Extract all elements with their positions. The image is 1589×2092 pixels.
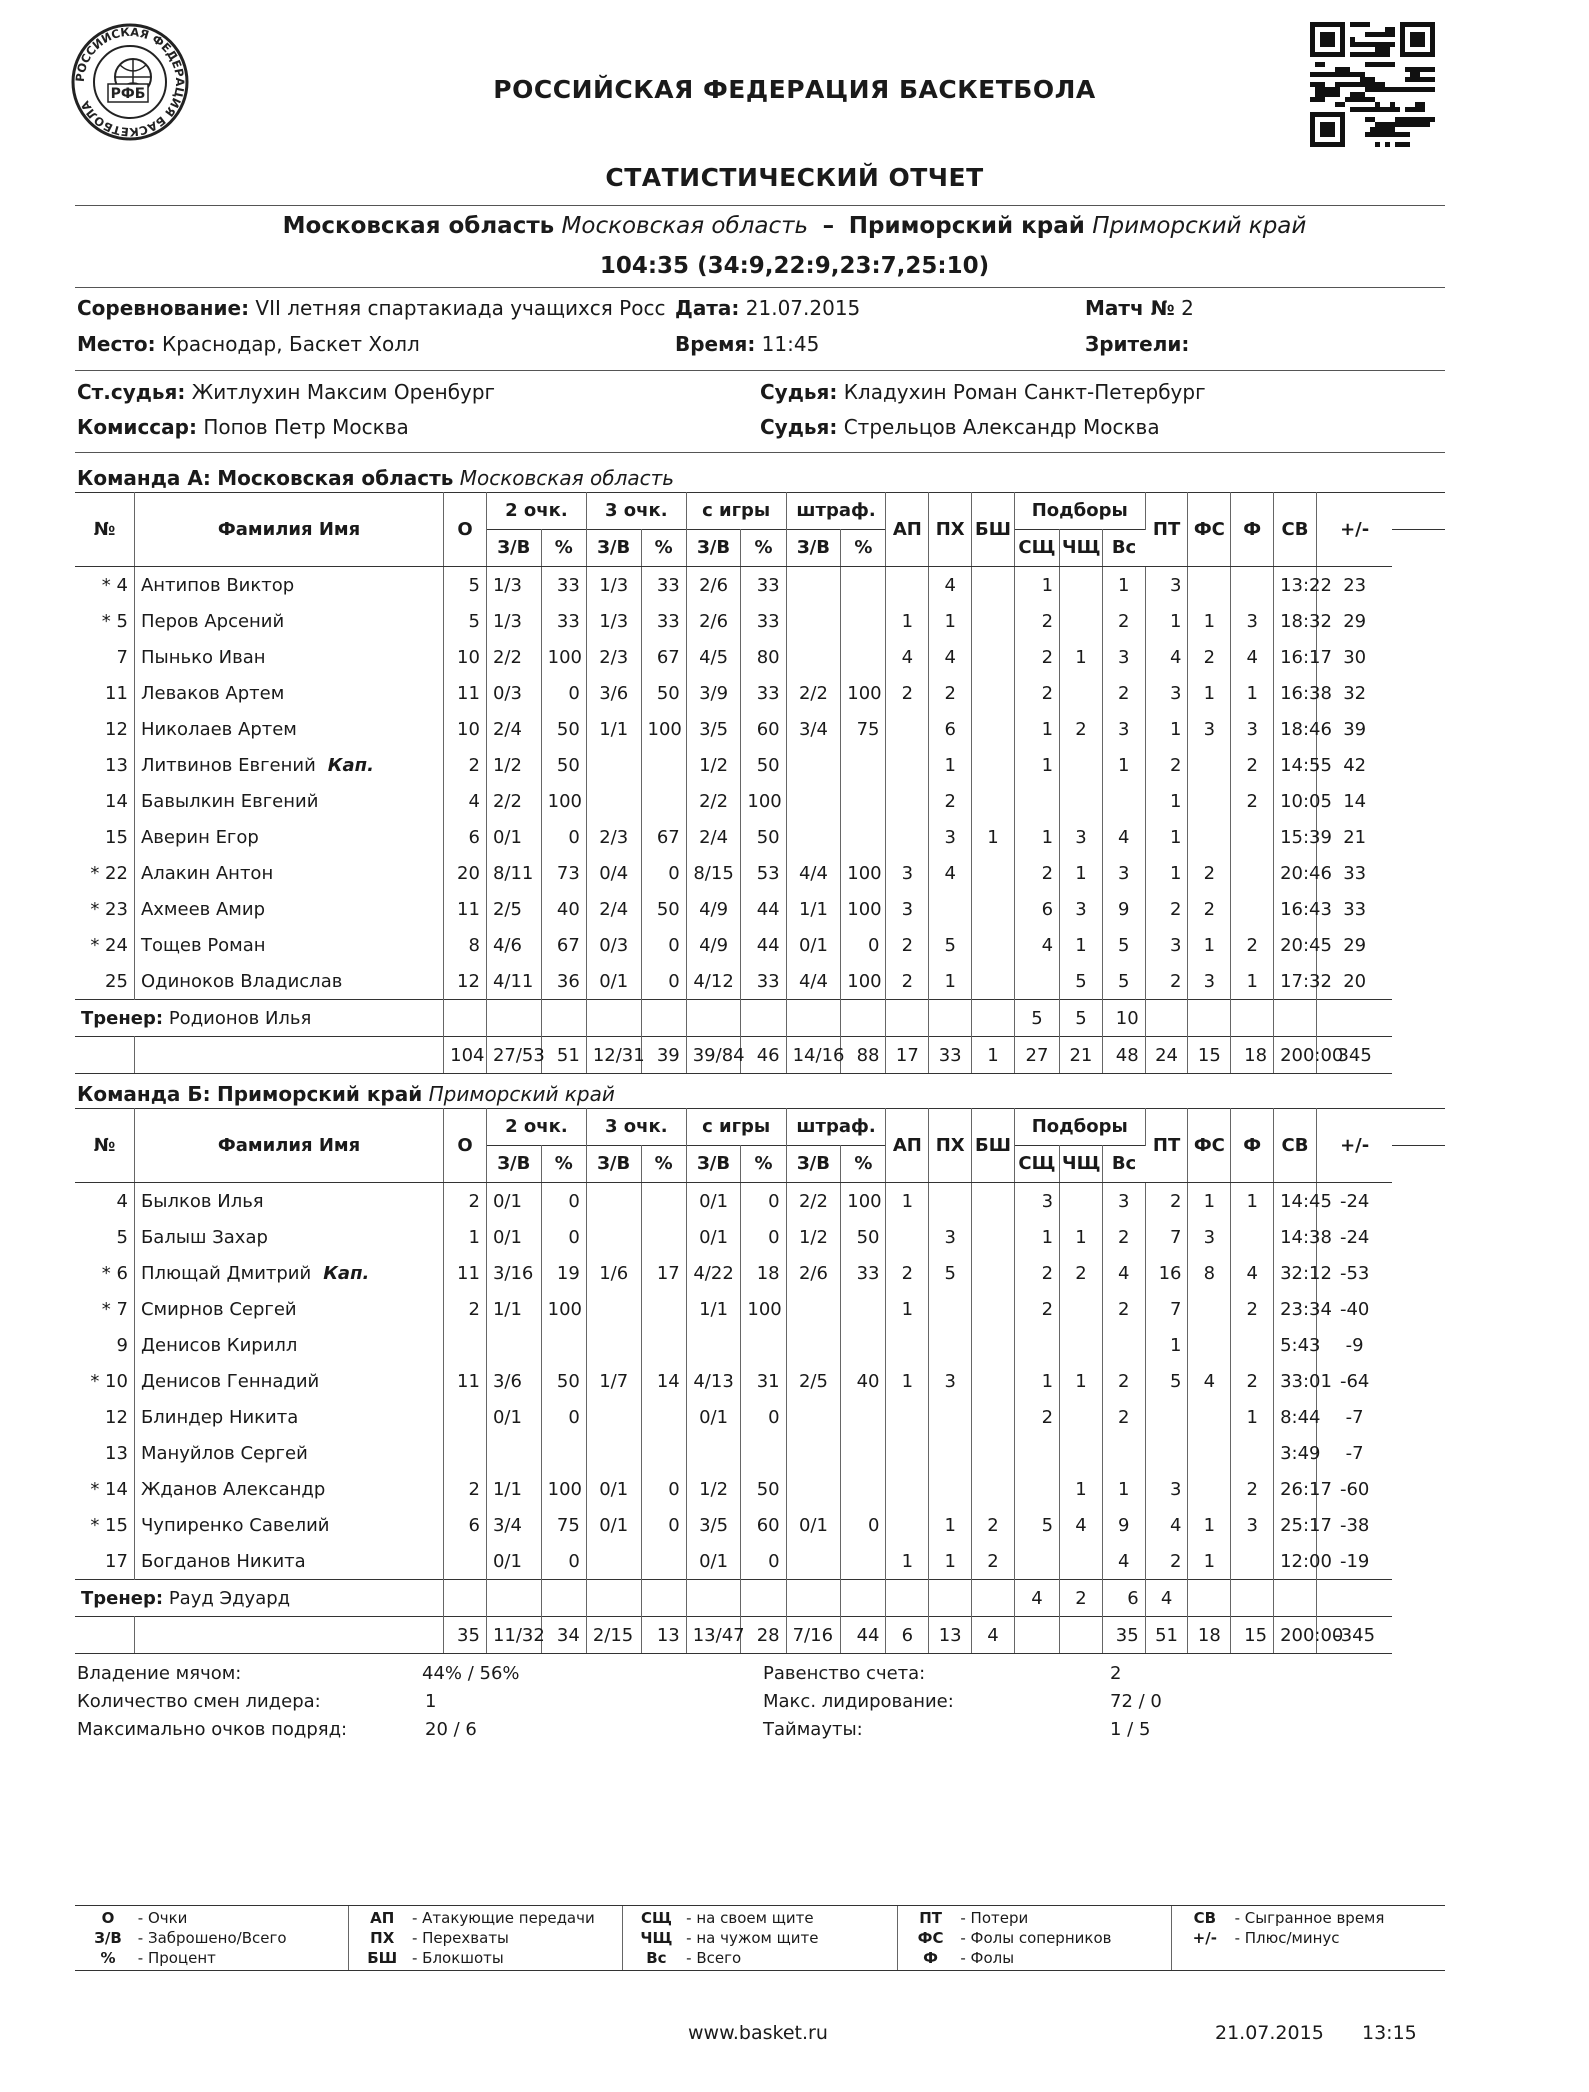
player-number: * 4: [75, 567, 134, 604]
player-row: * 14 Жданов Александр 2 1/1 100 0/1 0 1/2 50 1 1 3 2 26:17 -60: [75, 1471, 1445, 1507]
match-value: 2: [1181, 296, 1194, 320]
team-a-region: Московская область: [561, 213, 809, 239]
ref1-label: Судья:: [760, 380, 838, 404]
report-title: СТАТИСТИЧЕСКИЙ ОТЧЕТ: [605, 163, 984, 192]
ties-label: Равенство счета:: [763, 1663, 926, 1684]
col-min: СВ: [1274, 493, 1317, 567]
player-row: * 24 Тощев Роман 8 4/6 67 0/3 0 4/9 44 0/1 0 2 5 4 1 5 3 1 2 20:45 29: [75, 927, 1445, 963]
ref1-row: [760, 380, 1206, 404]
col-three: 3 очк.: [586, 493, 686, 530]
player-number: 7: [75, 639, 134, 675]
time-value: 11:45: [761, 332, 820, 356]
player-number: 9: [75, 1327, 134, 1363]
col-blk: БШ: [972, 493, 1015, 567]
abbreviations-legend: [75, 1905, 1445, 1971]
team-a-label: Команда А:: [77, 466, 211, 490]
footer-time: 13:15: [1362, 2022, 1417, 2044]
player-number: 25: [75, 963, 134, 1000]
chief-ref-label: Ст.судья:: [77, 380, 186, 404]
col-points: О: [444, 493, 487, 567]
col-ft: штраф.: [786, 493, 886, 530]
legend-column: АП - Атакующие передачи ПХ - Перехваты БШ - Блокшоты: [349, 1906, 623, 1970]
player-name: Алакин Антон: [134, 855, 443, 891]
player-name: Перов Арсений: [134, 603, 443, 639]
player-row: * 10 Денисов Геннадий 11 3/6 50 1/7 14 4/13 31 2/5 40 1 3 1 1 2 5 4 2 33:01 -64: [75, 1363, 1445, 1399]
footer-website: www.basket.ru: [688, 2022, 828, 2044]
svg-text:РФБ: РФБ: [110, 86, 146, 102]
col-pm: +/-: [1316, 1109, 1392, 1183]
player-row: 12 Николаев Артем 10 2/4 50 1/1 100 3/5 60 3/4 75 6 1 2 3 1 3 3 18:46 39: [75, 711, 1445, 747]
legend-column: О - Очки З/В - Заброшено/Всего % - Процент: [75, 1906, 349, 1970]
player-number: 11: [75, 675, 134, 711]
chief-ref-value: Житлухин Максим Оренбург: [191, 380, 496, 404]
team-a-name: Московская область: [282, 213, 555, 239]
player-name: Николаев Артем: [134, 711, 443, 747]
player-row: 5 Балыш Захар 1 0/1 0 0/1 0 1/2 50 3 1 1 2 7 3 14:38 -24: [75, 1219, 1445, 1255]
player-name: Чупиренко Савелий: [134, 1507, 443, 1543]
player-name: Денисов Геннадий: [134, 1363, 443, 1399]
competition-label: Соревнование:: [77, 296, 250, 320]
col-min: СВ: [1274, 1109, 1317, 1183]
team-b-title: Приморский край: [216, 1082, 423, 1106]
competition-value: VII летняя спартакиада учащихся Росс: [255, 296, 666, 320]
team-a-header: [77, 466, 674, 490]
player-row: 25 Одиноков Владислав 12 4/11 36 0/1 0 4/12 33 4/4 100 2 1 5 5 2 3 1 17:32 20: [75, 963, 1445, 1000]
player-row: * 7 Смирнов Сергей 2 1/1 100 1/1 100 1 2 2 7 2 23:34 -40: [75, 1291, 1445, 1327]
player-name: Ахмеев Амир: [134, 891, 443, 927]
player-row: * 23 Ахмеев Амир 11 2/5 40 2/4 50 4/9 44 1/1 100 3 6 3 9 2 2 16:43 33: [75, 891, 1445, 927]
legend-column: ПТ - Потери ФС - Фолы соперников Ф - Фолы: [898, 1906, 1172, 1970]
player-name: Литвинов Евгений Кап.: [134, 747, 443, 783]
player-number: * 14: [75, 1471, 134, 1507]
col-two: 2 очк.: [486, 493, 586, 530]
player-row: 12 Блиндер Никита 0/1 0 0/1 0 2 2 1 8:44 -7: [75, 1399, 1445, 1435]
player-number: * 10: [75, 1363, 134, 1399]
totals-row: 104 27/53 51 12/31 39 39/84 46 14/16 88 17 33 1 27 21 48 24 15 18 200:00 345: [75, 1037, 1445, 1074]
ref2-row: [760, 415, 1160, 439]
player-row: * 22 Алакин Антон 20 8/11 73 0/4 0 8/15 53 4/4 100 3 4 2 1 3 1 2 20:46 33: [75, 855, 1445, 891]
commissioner-label: Комиссар:: [77, 415, 197, 439]
player-number: 13: [75, 747, 134, 783]
match-number-row: [1085, 296, 1194, 320]
org-title: РОССИЙСКАЯ ФЕДЕРАЦИЯ БАСКЕТБОЛА: [493, 75, 1096, 104]
player-number: * 15: [75, 1507, 134, 1543]
player-name: Балыш Захар: [134, 1219, 443, 1255]
teams-dash: –: [822, 213, 835, 239]
col-blk: БШ: [972, 1109, 1015, 1183]
coach-row: Тренер: Родионов Илья 5 5 10: [75, 1000, 1445, 1037]
player-number: 17: [75, 1543, 134, 1580]
max-run-label: Максимально очков подряд:: [77, 1719, 348, 1740]
player-name: Былков Илья: [134, 1183, 443, 1220]
team-b-label: Команда Б:: [77, 1082, 211, 1106]
spectators-row: [1085, 332, 1189, 356]
player-row: 9 Денисов Кирилл 1 5:43 -9: [75, 1327, 1445, 1363]
player-row: 15 Аверин Егор 6 0/1 0 2/3 67 2/4 50 3 1 1 3 4 1 15:39 21: [75, 819, 1445, 855]
col-stl: ПХ: [929, 493, 972, 567]
player-name: Блиндер Никита: [134, 1399, 443, 1435]
player-row: 14 Бавылкин Евгений 4 2/2 100 2/2 100 2 1 2 10:05 14: [75, 783, 1445, 819]
player-number: * 5: [75, 603, 134, 639]
lead-changes-label: Количество смен лидера:: [77, 1691, 321, 1712]
possession-value: 44% / 56%: [422, 1663, 520, 1684]
player-name: Богданов Никита: [134, 1543, 443, 1580]
player-name: Антипов Виктор: [134, 567, 443, 604]
totals-row: 35 11/32 34 2/15 13 13/47 28 7/16 44 6 13 4 35 51 18 15 200:00 -345: [75, 1617, 1445, 1654]
lead-changes-value: 1: [425, 1691, 437, 1712]
col-stl: ПХ: [929, 1109, 972, 1183]
player-row: * 15 Чупиренко Савелий 6 3/4 75 0/1 0 3/5 60 0/1 0 1 2 5 4 9 4 1 3 25:17 -38: [75, 1507, 1445, 1543]
player-name: Одиноков Владислав: [134, 963, 443, 1000]
place-value: Краснодар, Баскет Холл: [162, 332, 420, 356]
col-to: ПТ: [1145, 493, 1188, 567]
player-name: Денисов Кирилл: [134, 1327, 443, 1363]
place-row: [77, 332, 420, 356]
col-pf: Ф: [1231, 1109, 1274, 1183]
player-row: * 6 Плющай Дмитрий Кап. 11 3/16 19 1/6 17 4/22 18 2/6 33 2 5 2 2 4 16 8 4 32:12 -53: [75, 1255, 1445, 1291]
col-fg: с игры: [686, 1109, 786, 1146]
player-number: 5: [75, 1219, 134, 1255]
player-name: Пынько Иван: [134, 639, 443, 675]
player-number: * 23: [75, 891, 134, 927]
ref1-value: Кладухин Роман Санкт-Петербург: [843, 380, 1206, 404]
col-fd: ФС: [1188, 1109, 1231, 1183]
team-a-subtitle: Московская область: [459, 466, 675, 490]
player-row: 4 Былков Илья 2 0/1 0 0/1 0 2/2 100 1 3 3 2 1 1 14:45 -24: [75, 1183, 1445, 1220]
max-lead-label: Макс. лидирование:: [763, 1691, 954, 1712]
col-two: 2 очк.: [486, 1109, 586, 1146]
final-score: 104:35 (34:9,22:9,23:7,25:10): [599, 253, 990, 279]
team-a-stats-table: № Фамилия Имя О 2 очк. 3 очк. с игры штраф. АП ПХ БШ Подборы ПТ ФС Ф СВ +/- З/В % З/В % З/В % З/В % СЩ ЧЩ Вс * 4 Антипов Виктор 5 1/3 33 1/3 33 2/6 33 4 1 1 3 13:22 23 * 5 Перов Арсений 5 1/3 33 1/3 33 2/6 33 1 1 2 2 1 1 3 18:32 29 7 Пынько Иван 10 2/2 100 2/3 67 4/5 80 4 4 2 1 3 4 2 4 16:17 30 11 Леваков Артем 11 0/3 0 3/6 50 3/9 33 2/2 100 2 2 2 2 3 1 1 16:38 32 12 Николаев Артем 10 2/4 50 1/1 100 3/5 60 3/4 75 6 1 2 3 1 3 3 18:46 39 13 Литвинов Евгений Кап. 2 1/2 50 1/2 50 1 1 1 2 2 14:55 42 14 Бавылкин Евгений 4 2/2 100 2/2 100 2 1 2 10:05 14 15 Аверин Егор 6 0/1 0 2/3 67 2/4 50 3 1 1 3 4 1 15:39 21 * 22 Алакин Антон 20 8/11 73 0/4 0 8/15 53 4/4 100 3 4 2 1 3 1 2 20:46 33 * 23 Ахмеев Амир 11 2/5 40 2/4 50 4/9 44 1/1 100 3 6 3 9 2 2 16:43 33 * 24 Тощев Роман 8 4/6 67 0/3 0 4/9 44 0/1 0 2 5 4 1 5 3 1 2 20:45 29 25 Одиноков Владислав 12 4/11 36 0/1 0 4/12 33 4/4 100 2 1 5 5 2 3 1 17:32 20 Тренер: Родионов Илья 5 5 10 104 27/53 51 12/31 39 39/84 46 14/16 88 17 33 1 27 21 48 24 15 18 200:00 345: [75, 492, 1445, 1074]
player-number: 12: [75, 711, 134, 747]
player-number: 15: [75, 819, 134, 855]
player-row: * 5 Перов Арсений 5 1/3 33 1/3 33 2/6 33 1 1 2 2 1 1 3 18:32 29: [75, 603, 1445, 639]
col-number: №: [75, 493, 134, 567]
col-ast: АП: [886, 493, 929, 567]
svg-text:РОССИЙСКАЯ ФЕДЕРАЦИЯ БАСКЕТБОЛ: РОССИЙСКАЯ ФЕДЕРАЦИЯ БАСКЕТБОЛА: [72, 24, 188, 140]
footer-date: 21.07.2015: [1215, 2022, 1324, 2044]
commissioner-row: [77, 415, 409, 439]
chief-ref-row: [77, 380, 495, 404]
player-number: * 22: [75, 855, 134, 891]
col-name: Фамилия Имя: [134, 493, 443, 567]
player-number: 14: [75, 783, 134, 819]
col-name: Фамилия Имя: [134, 1109, 443, 1183]
max-run-value: 20 / 6: [425, 1719, 477, 1740]
match-label: Матч №: [1085, 296, 1175, 320]
team-b-region: Приморский край: [1092, 213, 1307, 239]
player-number: 13: [75, 1435, 134, 1471]
player-name: Мануйлов Сергей: [134, 1435, 443, 1471]
date-value: 21.07.2015: [745, 296, 861, 320]
player-name: Жданов Александр: [134, 1471, 443, 1507]
player-number: 12: [75, 1399, 134, 1435]
player-name: Тощев Роман: [134, 927, 443, 963]
place-label: Место:: [77, 332, 156, 356]
col-fd: ФС: [1188, 493, 1231, 567]
player-name: Леваков Артем: [134, 675, 443, 711]
max-lead-value: 72 / 0: [1110, 1691, 1162, 1712]
spectators-label: Зрители:: [1085, 332, 1190, 356]
time-label: Время:: [675, 332, 756, 356]
col-ast: АП: [886, 1109, 929, 1183]
col-to: ПТ: [1145, 1109, 1188, 1183]
commissioner-value: Попов Петр Москва: [203, 415, 409, 439]
ref2-value: Стрельцов Александр Москва: [843, 415, 1160, 439]
col-ft: штраф.: [786, 1109, 886, 1146]
player-row: 13 Мануйлов Сергей 3:49 -7: [75, 1435, 1445, 1471]
player-name: Бавылкин Евгений: [134, 783, 443, 819]
timeouts-value: 1 / 5: [1110, 1719, 1151, 1740]
date-row: [675, 296, 860, 320]
player-name: Смирнов Сергей: [134, 1291, 443, 1327]
ref2-label: Судья:: [760, 415, 838, 439]
legend-column: СВ - Сыгранное время +/- - Плюс/минус: [1192, 1909, 1385, 1947]
legend-column: СЩ - на своем щите ЧЩ - на чужом щите Вс - Всего: [623, 1906, 897, 1970]
col-points: О: [444, 1109, 487, 1183]
possession-label: Владение мячом:: [77, 1663, 242, 1684]
coach-row: Тренер: Рауд Эдуард 4 2 6 4: [75, 1580, 1445, 1617]
player-row: 7 Пынько Иван 10 2/2 100 2/3 67 4/5 80 4 4 2 1 3 4 2 4 16:17 30: [75, 639, 1445, 675]
ties-value: 2: [1110, 1663, 1122, 1684]
player-row: 13 Литвинов Евгений Кап. 2 1/2 50 1/2 50 1 1 1 2 2 14:55 42: [75, 747, 1445, 783]
col-reb: Подборы: [1014, 1109, 1145, 1146]
competition-row: [77, 296, 665, 320]
player-row: 17 Богданов Никита 0/1 0 0/1 0 1 1 2 4 2 1 12:00 -19: [75, 1543, 1445, 1580]
player-name: Плющай Дмитрий Кап.: [134, 1255, 443, 1291]
time-row: [675, 332, 819, 356]
match-teams: [0, 213, 1589, 239]
team-b-header: [77, 1082, 615, 1106]
date-label: Дата:: [675, 296, 740, 320]
timeouts-label: Таймауты:: [763, 1719, 863, 1740]
player-row: 11 Леваков Артем 11 0/3 0 3/6 50 3/9 33 2/2 100 2 2 2 2 3 1 1 16:38 32: [75, 675, 1445, 711]
player-name: Аверин Егор: [134, 819, 443, 855]
col-pm: +/-: [1316, 493, 1392, 567]
col-reb: Подборы: [1014, 493, 1145, 530]
team-a-title: Московская область: [217, 466, 454, 490]
player-number: * 7: [75, 1291, 134, 1327]
team-b-stats-table: № Фамилия Имя О 2 очк. 3 очк. с игры штраф. АП ПХ БШ Подборы ПТ ФС Ф СВ +/- З/В % З/В % З/В % З/В % СЩ ЧЩ Вс 4 Былков Илья 2 0/1 0 0/1 0 2/2 100 1 3 3 2 1 1 14:45 -24 5 Балыш Захар 1 0/1 0 0/1 0 1/2 50 3 1 1 2 7 3 14:38 -24 * 6 Плющай Дмитрий Кап. 11 3/16 19 1/6 17 4/22 18 2/6 33 2 5 2 2 4 16 8 4 32:12 -53 * 7 Смирнов Сергей 2 1/1 100 1/1 100 1 2 2 7 2 23:34 -40 9 Денисов Кирилл 1 5:43 -9 * 10 Денисов Геннадий 11 3/6 50 1/7 14 4/13 31 2/5 40 1 3 1 1 2 5 4 2 33:01 -64 12 Блиндер Никита 0/1 0 0/1 0 2 2 1 8:44 -7 13 Мануйлов Сергей 3:49 -7 * 14 Жданов Александр 2 1/1 100 0/1 0 1/2 50 1 1 3 2 26:17 -60 * 15 Чупиренко Савелий 6 3/4 75 0/1 0 3/5 60 0/1 0 1 2 5 4 9 4 1 3 25:17 -38 17 Богданов Никита 0/1 0 0/1 0 1 1 2 4 2 1 12:00 -19 Тренер: Рауд Эдуард 4 2 6 4 35 11/32 34 2/15 13 13/47 28 7/16 44 6 13 4 35 51 18 15 200:00 -345: [75, 1108, 1445, 1654]
col-pf: Ф: [1231, 493, 1274, 567]
player-row: * 4 Антипов Виктор 5 1/3 33 1/3 33 2/6 33 4 1 1 3 13:22 23: [75, 567, 1445, 604]
col-number: №: [75, 1109, 134, 1183]
team-b-subtitle: Приморский край: [428, 1082, 615, 1106]
player-number: * 6: [75, 1255, 134, 1291]
player-number: * 24: [75, 927, 134, 963]
player-number: 4: [75, 1183, 134, 1220]
col-fg: с игры: [686, 493, 786, 530]
team-b-name: Приморский край: [848, 213, 1085, 239]
col-three: 3 очк.: [586, 1109, 686, 1146]
